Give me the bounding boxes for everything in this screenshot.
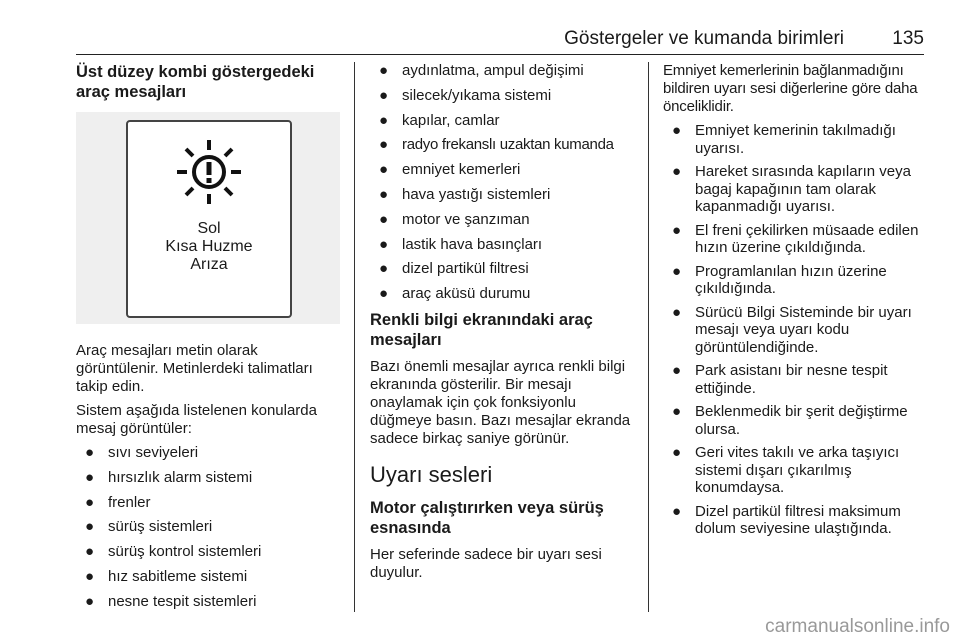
list-item: ● lastik hava basınçları <box>379 235 543 253</box>
list-item: ● Hareket sırasında kapıların veya bagaj kapağının tam olarak kapanmadığı uyarısı. <box>672 163 911 215</box>
bullet-icon: ● <box>379 185 389 203</box>
column-divider <box>354 62 355 612</box>
bullet-icon: ● <box>379 235 389 253</box>
bullet-icon: ● <box>379 136 389 154</box>
list-item: ● Emniyet kemerinin takılmadığı uyarısı. <box>672 122 896 157</box>
list-item: ● sıvı seviyeleri <box>85 444 199 461</box>
display-line-3: Arıza <box>190 256 228 273</box>
list-item: ● motor ve şanzıman <box>379 210 530 228</box>
list-item: ● El freni çekilirken müsaade edilen hızın üzerine çıkıldığında. <box>672 221 919 256</box>
bullet-icon: ● <box>379 285 389 303</box>
bullet-icon: ● <box>672 444 682 461</box>
list-item: ● Programlanılan hızın üzerine çıkıldığında. <box>672 262 887 297</box>
exterior-light-warning-icon <box>174 136 244 206</box>
bullet-icon: ● <box>379 111 389 129</box>
list-item: ● araç aküsü durumu <box>379 285 531 303</box>
bullet-icon: ● <box>672 303 682 321</box>
column-3 <box>663 62 927 544</box>
paragraph: Bazı önemli mesajlar ayrıca renkli bilgi ekranında gösterilir. Bir mesajı onaylamak için çok fonksiyonlu düğmeye basın. Bazı mesajlar ekranda sadece birkaç saniye görünür. <box>370 357 631 447</box>
bullet-icon: ● <box>672 403 682 420</box>
list-item: ● hava yastığı sistemleri <box>379 185 551 203</box>
bullet-icon: ● <box>379 161 389 179</box>
list-item: ● Geri vites takılı ve arka taşıyıcı sistemi dışarı çıkarılmış konumdaysa. <box>672 444 900 496</box>
section-heading: Motor çalıştırırken veya sürüş esnasında <box>370 498 604 537</box>
bullet-icon: ● <box>85 493 95 511</box>
list-item: ● sürüş kontrol sistemleri <box>85 543 262 561</box>
list-item: ● hırsızlık alarm sistemi <box>85 468 253 486</box>
bullet-icon: ● <box>379 210 389 228</box>
list-item: ● hız sabitleme sistemi <box>85 567 248 585</box>
bullet-icon: ● <box>672 122 682 139</box>
header-title: Göstergeler ve kumanda birimleri <box>564 28 844 49</box>
paragraph: Emniyet kemerlerinin bağlanmadığını bildiren uyarı sesi diğerlerine göre daha önceliklidir. <box>663 62 918 115</box>
bullet-icon: ● <box>85 468 95 486</box>
bullet-icon: ● <box>672 221 682 239</box>
bullet-icon: ● <box>379 86 389 104</box>
list-item: ● emniyet kemerleri <box>379 161 521 179</box>
display-line-1: Sol <box>197 220 221 237</box>
section-heading: Üst düzey kombi göstergedeki araç mesajları <box>76 63 315 101</box>
list-item: ● Dizel partikül filtresi maksimum dolum seviyesine ulaştığında. <box>672 502 901 537</box>
paragraph: Sistem aşağıda listelenen konularda mesaj görüntüler: <box>76 402 317 437</box>
bullet-icon: ● <box>379 62 389 79</box>
topic-list <box>370 62 632 303</box>
column-divider <box>648 62 649 612</box>
bullet-icon: ● <box>672 362 682 379</box>
list-item: ● sürüş sistemleri <box>85 518 213 536</box>
section-heading: Renkli bilgi ekranındaki araç mesajları <box>370 310 593 349</box>
topic-list <box>76 444 340 610</box>
list-item: ● Sürücü Bilgi Sisteminde bir uyarı mesajı veya uyarı kodu görüntülendiğinde. <box>672 303 912 356</box>
list-item: ● radyo frekanslı uzaktan kumanda <box>379 136 614 154</box>
page-number: 135 <box>892 28 924 49</box>
list-item: ● dizel partikül filtresi <box>379 260 529 278</box>
list-item: ● nesne tespit sistemleri <box>85 592 257 610</box>
display-illustration <box>76 112 340 324</box>
page-header <box>76 28 924 55</box>
bullet-icon: ● <box>85 444 95 461</box>
bullet-icon: ● <box>672 502 682 520</box>
bullet-icon: ● <box>672 262 682 280</box>
warning-sound-list <box>663 122 927 538</box>
list-item: ● Park asistanı bir nesne tespit ettiğinde. <box>672 362 888 397</box>
list-item: ● kapılar, camlar <box>379 111 500 129</box>
watermark: carmanualsonline.info <box>765 616 950 637</box>
bullet-icon: ● <box>85 543 95 561</box>
paragraph: Araç mesajları metin olarak görüntülenir. Metinlerdeki talimatları takip edin. <box>76 342 313 395</box>
list-item: ● frenler <box>85 493 151 511</box>
bullet-icon: ● <box>85 518 95 536</box>
column-1 <box>76 62 340 618</box>
column-2 <box>370 62 632 588</box>
display-line-2: Kısa Huzme <box>165 238 253 255</box>
bullet-icon: ● <box>85 592 95 610</box>
paragraph: Her seferinde sadece bir uyarı sesi duyulur. <box>370 545 602 581</box>
list-item: ● aydınlatma, ampul değişimi <box>379 62 584 79</box>
instrument-display <box>126 120 292 318</box>
bullet-icon: ● <box>379 260 389 278</box>
bullet-icon: ● <box>672 163 682 180</box>
list-item: ● Beklenmedik bir şerit değiştirme olursa. <box>672 403 908 438</box>
section-title: Uyarı sesleri <box>370 461 493 487</box>
list-item: ● silecek/yıkama sistemi <box>379 86 552 104</box>
bullet-icon: ● <box>85 567 95 585</box>
